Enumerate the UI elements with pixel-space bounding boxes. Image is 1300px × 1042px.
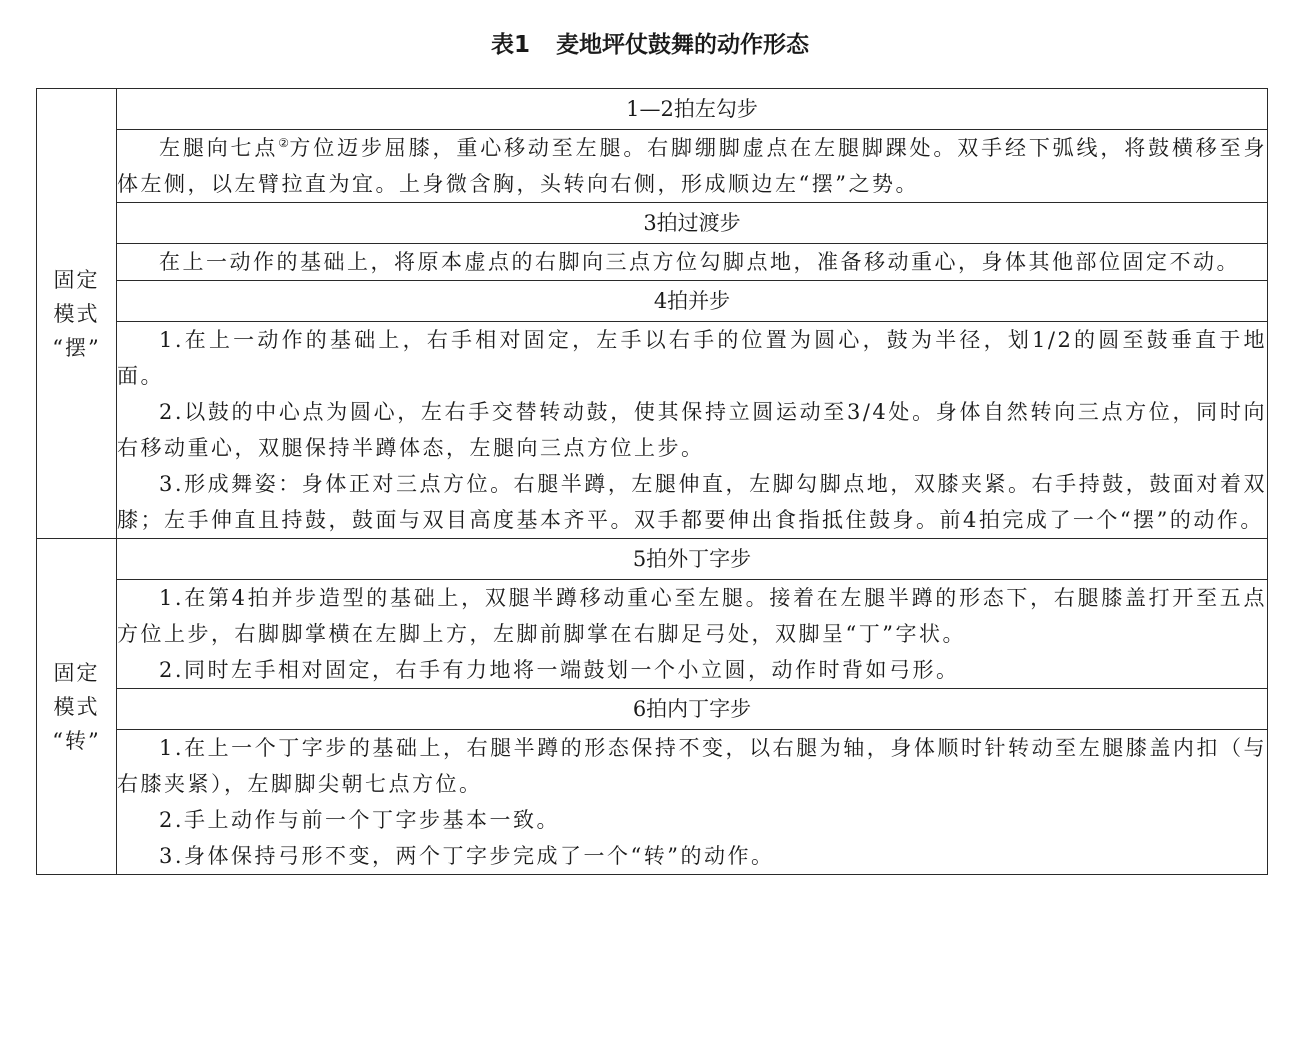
section-header: 1—2拍左勾步 <box>117 89 1268 130</box>
group-label-line: 模式 <box>53 301 100 326</box>
group-label-line: 模式 <box>53 694 100 719</box>
table-row <box>37 89 1268 130</box>
paragraph-text: 左腿向七点 <box>159 136 279 160</box>
table-title: 麦地坪仗鼓舞的动作形态 <box>556 32 809 58</box>
section-body <box>117 580 1268 689</box>
table-row <box>37 689 1268 730</box>
paragraph: 1.在上一动作的基础上，右手相对固定，左手以右手的位置为圆心，鼓为半径，划1/2的圆至鼓垂直于地面。 <box>117 328 1267 388</box>
group-label-line: “转” <box>52 728 101 753</box>
table-row <box>37 281 1268 322</box>
group-label-swing <box>37 89 117 539</box>
table-row <box>37 322 1268 539</box>
section-body <box>117 322 1268 539</box>
table-row <box>37 203 1268 244</box>
section-body <box>117 730 1268 875</box>
paragraph: 1.在第4拍并步造型的基础上，双腿半蹲移动重心至左腿。接着在左腿半蹲的形态下，右腿膝盖打开至五点方位上步，右脚脚掌横在左脚上方，左脚前脚掌在右脚足弓处，双脚呈“丁”字状。 <box>117 586 1267 646</box>
paragraph: 1.在上一个丁字步的基础上，右腿半蹲的形态保持不变，以右腿为轴，身体顺时针转动至左腿膝盖内扣（与右膝夹紧），左脚脚尖朝七点方位。 <box>117 736 1267 796</box>
footnote-marker: ② <box>278 136 290 150</box>
section-body <box>117 130 1268 203</box>
section-header: 4拍并步 <box>117 281 1268 322</box>
paragraph: 3.身体保持弓形不变，两个丁字步完成了一个“转”的动作。 <box>159 844 775 868</box>
table-caption <box>0 28 1300 62</box>
table-row <box>37 580 1268 689</box>
section-header: 5拍外丁字步 <box>117 539 1268 580</box>
group-label-line: 固定 <box>53 660 100 685</box>
section-header: 6拍内丁字步 <box>117 689 1268 730</box>
paragraph <box>117 130 1267 202</box>
table-row <box>37 539 1268 580</box>
section-body <box>117 244 1268 281</box>
paragraph: 在上一动作的基础上，将原本虚点的右脚向三点方位勾脚点地，准备移动重心，身体其他部位固定不动。 <box>159 250 1240 274</box>
table-row <box>37 730 1268 875</box>
section-header: 3拍过渡步 <box>117 203 1268 244</box>
paragraph: 2.同时左手相对固定，右手有力地将一端鼓划一个小立圆，动作时背如弓形。 <box>159 658 960 682</box>
paragraph: 2.手上动作与前一个丁字步基本一致。 <box>159 808 561 832</box>
group-label-line: 固定 <box>53 267 100 292</box>
table-number: 表1 <box>490 32 530 58</box>
paragraph: 3.形成舞姿：身体正对三点方位。右腿半蹲，左腿伸直，左脚勾脚点地，双膝夹紧。右手持鼓，鼓面对着双膝；左手伸直且持鼓，鼓面与双目高度基本齐平。双手都要伸出食指抵住鼓身。前4拍完成了一个“摆”的动作。 <box>117 472 1267 532</box>
group-label-turn <box>37 539 117 875</box>
paragraph: 2.以鼓的中心点为圆心，左右手交替转动鼓，使其保持立圆运动至3/4处。身体自然转向三点方位，同时向右移动重心，双腿保持半蹲体态，左腿向三点方位上步。 <box>117 400 1267 460</box>
table-row <box>37 244 1268 281</box>
dance-movement-table <box>36 88 1268 875</box>
group-label-line: “摆” <box>52 335 101 360</box>
paragraph-text: 方位迈步屈膝，重心移动至左腿。右脚绷脚虚点在左腿脚踝处。双手经下弧线，将鼓横移至身体左侧，以左臂拉直为宜。上身微含胸，头转向右侧，形成顺边左“摆”之势。 <box>117 136 1268 196</box>
table-row <box>37 130 1268 203</box>
